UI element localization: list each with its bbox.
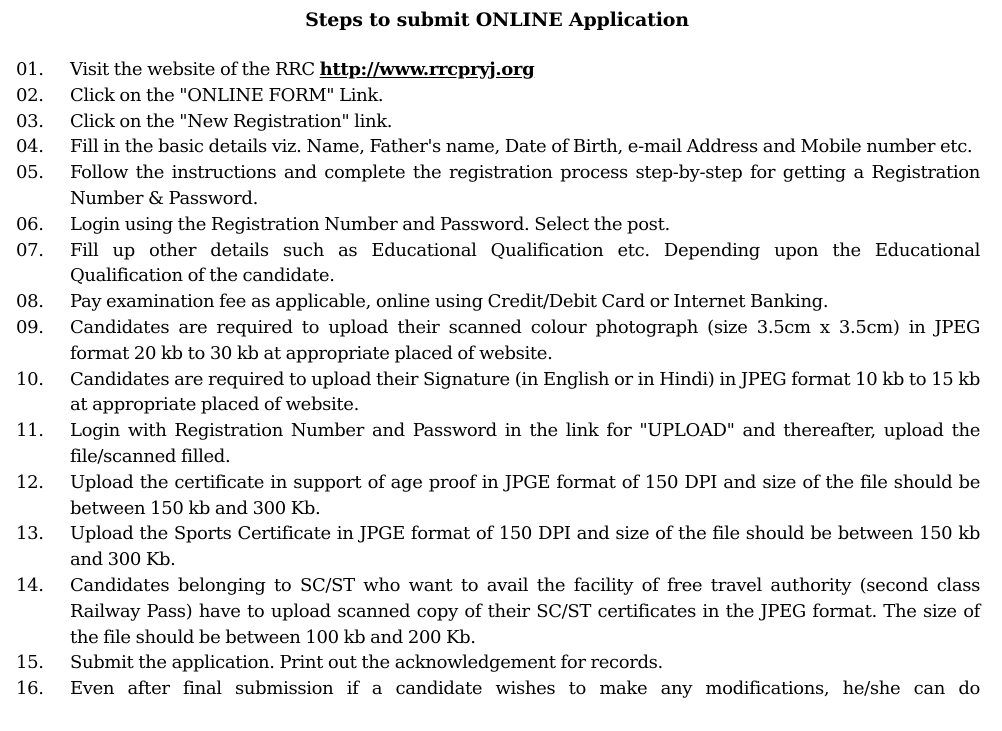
step-number: 07.: [16, 239, 44, 261]
step-06: [16, 212, 980, 238]
step-03: [16, 109, 980, 135]
step-text: Candidates belonging to SC/ST who want to avail the facility of free travel authority (second class Railway Pass) have to upload scanned copy of their SC/ST certificates in the JPEG format. The size of the file should be between 100 kb and 200 Kb.: [70, 574, 980, 648]
step-16: [16, 676, 980, 702]
rrc-website-link[interactable]: http://www.rrcpryj.org: [319, 59, 535, 80]
step-number: 12.: [16, 471, 44, 493]
step-text: Click on the "New Registration" link.: [70, 110, 393, 132]
step-13: [16, 521, 980, 573]
step-text: [70, 57, 980, 83]
step-number: 14.: [16, 574, 44, 596]
step-text: Click on the "ONLINE FORM" Link.: [70, 84, 384, 106]
step-number: 01.: [16, 59, 44, 80]
step-number: 06.: [16, 213, 44, 235]
step-text: Login using the Registration Number and Password. Select the post.: [70, 213, 670, 235]
step-12: [16, 470, 980, 522]
step-text: Pay examination fee as applicable, online using Credit/Debit Card or Internet Banking.: [70, 291, 829, 313]
step-number: 08.: [16, 291, 44, 313]
step-10: [16, 367, 980, 419]
step-text: Submit the application. Print out the acknowledgement for records.: [70, 652, 663, 674]
step-text: Fill up other details such as Educational Qualification etc. Depending upon the Educational Qualification of the candidate.: [70, 239, 980, 287]
step-number: 02.: [16, 84, 44, 106]
step-number: 16.: [16, 678, 44, 700]
step-text: Upload the certificate in support of age proof in JPGE format of 150 DPI and size of the file should be between 150 kb and 300 Kb.: [70, 471, 980, 519]
step-01: [16, 57, 980, 83]
step-number: 10.: [16, 368, 44, 390]
step-15: [16, 650, 980, 676]
step-number: 09.: [16, 316, 44, 338]
step-text: Even after final submission if a candidate wishes to make any modifications, he/she can do: [70, 678, 980, 700]
step-04: [16, 134, 980, 160]
step-number: 13.: [16, 523, 44, 545]
step-text: Upload the Sports Certificate in JPGE format of 150 DPI and size of the file should be between 150 kb and 300 Kb.: [70, 523, 980, 571]
step-number: 04.: [16, 136, 44, 158]
step-09: [16, 315, 980, 367]
step-07: [16, 238, 980, 290]
step-14: [16, 573, 980, 650]
step-02: [16, 83, 980, 109]
step-text: Candidates are required to upload their Signature (in English or in Hindi) in JPEG format 10 kb to 15 kb at appropriate placed of website.: [70, 368, 980, 416]
step-text: Fill in the basic details viz. Name, Father's name, Date of Birth, e-mail Address and Mobile number etc.: [70, 136, 973, 158]
step-text-prefix: Visit the website of the RRC: [70, 59, 320, 80]
step-number: 15.: [16, 652, 44, 674]
step-text: Follow the instructions and complete the registration process step-by-step for getting a Registration Number & Password.: [70, 162, 980, 209]
step-text: Candidates are required to upload their scanned colour photograph (size 3.5cm x 3.5cm) in JPEG format 20 kb to 30 kb at appropriate placed of website.: [70, 316, 980, 364]
step-05: [16, 160, 980, 212]
step-number: 05.: [16, 162, 44, 184]
step-11: [16, 418, 980, 470]
step-number: 03.: [16, 110, 44, 132]
steps-list: [16, 57, 980, 702]
step-08: [16, 289, 980, 315]
step-number: 11.: [16, 420, 44, 442]
step-text: Login with Registration Number and Password in the link for "UPLOAD" and thereafter, upload the file/scanned filled.: [70, 420, 980, 467]
page-title: Steps to submit ONLINE Application: [305, 9, 689, 31]
